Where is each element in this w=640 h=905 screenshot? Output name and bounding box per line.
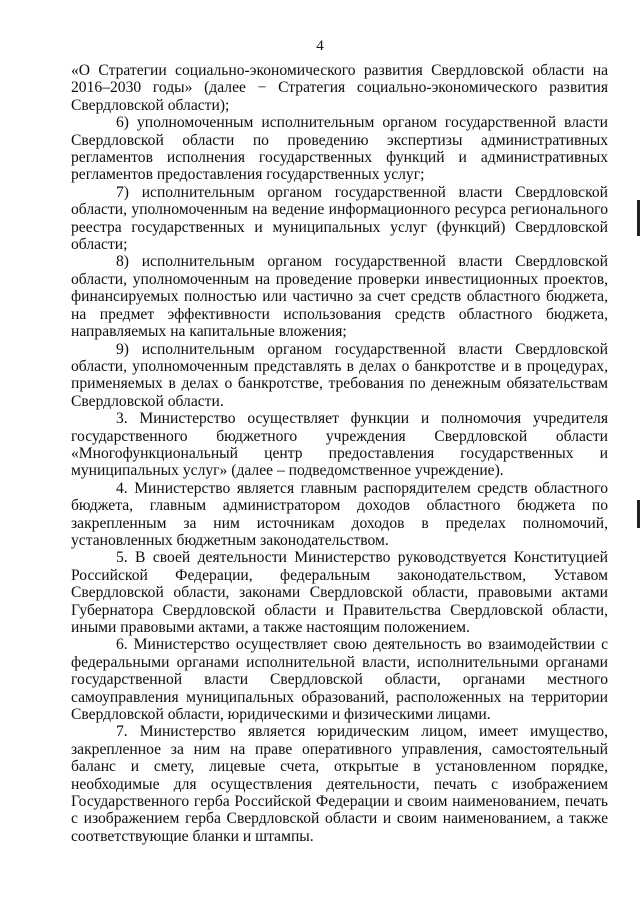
- paragraph-strategy-continuation: «О Стратегии социально-экономического развития Свердловской области на 2016–2030 годы» (далее − Стратегия социально-экономического развития Свердловской области);: [71, 62, 608, 114]
- paragraph-clause-7: 7. Министерство является юридическим лицом, имеет имущество, закрепленное за ним на праве оперативного управления, самостоятельный баланс и смету, лицевые счета, открытые в установленном порядке, необходимые для осуществления деятельности, печать с изображением Государственного герба Российской Федерации и своим наименованием, печать с изображением герба Свердловской области и своим наименованием, а также соответствующие бланки и штампы.: [71, 723, 608, 845]
- paragraph-item-8: 8) исполнительным органом государственной власти Свердловской области, уполномоченным на проведение проверки инвестиционных проектов, финансируемых полностью или частично за счет средств областного бюджета, на предмет эффективности использования средств областного бюджета, направляемых на капитальные вложения;: [71, 253, 608, 341]
- paragraph-item-7: 7) исполнительным органом государственной власти Свердловской области, уполномоченным на ведение информационного ресурса регионального реестра государственных и муниципальных услуг (функций) Свердловской области;: [71, 183, 608, 254]
- paragraph-clause-4: 4. Министерство является главным распорядителем средств областного бюджета, главным администратором доходов областного бюджета по закрепленным за ним источникам доходов в пределах полномочий, установленных бюджетным законодательством.: [71, 479, 608, 549]
- document-body: [71, 62, 608, 845]
- paragraph-clause-3: 3. Министерство осуществляет функции и полномочия учредителя государственного бюджетного учреждения Свердловской области «Многофункциональный центр предоставления государственных и муниципальных услуг» (далее – подведомственное учреждение).: [71, 410, 608, 480]
- paragraph-clause-5: 5. В своей деятельности Министерство руководствуется Конституцией Российской Федерации, федеральным законодательством, Уставом Свердловской области, законами Свердловской области, правовыми актами Губернатора Свердловской области и Правительства Свердловской области, иными правовыми актами, а также настоящим положением.: [71, 549, 608, 636]
- paragraph-clause-6: 6. Министерство осуществляет свою деятельность во взаимодействии с федеральными органами исполнительной власти, исполнительными органами государственной власти Свердловской области, органами местного самоуправления муниципальных образований, расположенных на территории Свердловской области, юридическими и физическими лицами.: [71, 636, 608, 724]
- page-number: 4: [316, 38, 324, 54]
- paragraph-item-6: 6) уполномоченным исполнительным органом государственной власти Свердловской области по проведению экспертизы административных регламентов исполнения государственных функций и административных регламентов предоставления государственных услуг;: [71, 114, 608, 184]
- paragraph-item-9: 9) исполнительным органом государственной власти Свердловской области, уполномоченным представлять в делах о банкротстве и в процедурах, применяемых в делах о банкротстве, требования по денежным обязательствам Свердловской области.: [71, 340, 608, 410]
